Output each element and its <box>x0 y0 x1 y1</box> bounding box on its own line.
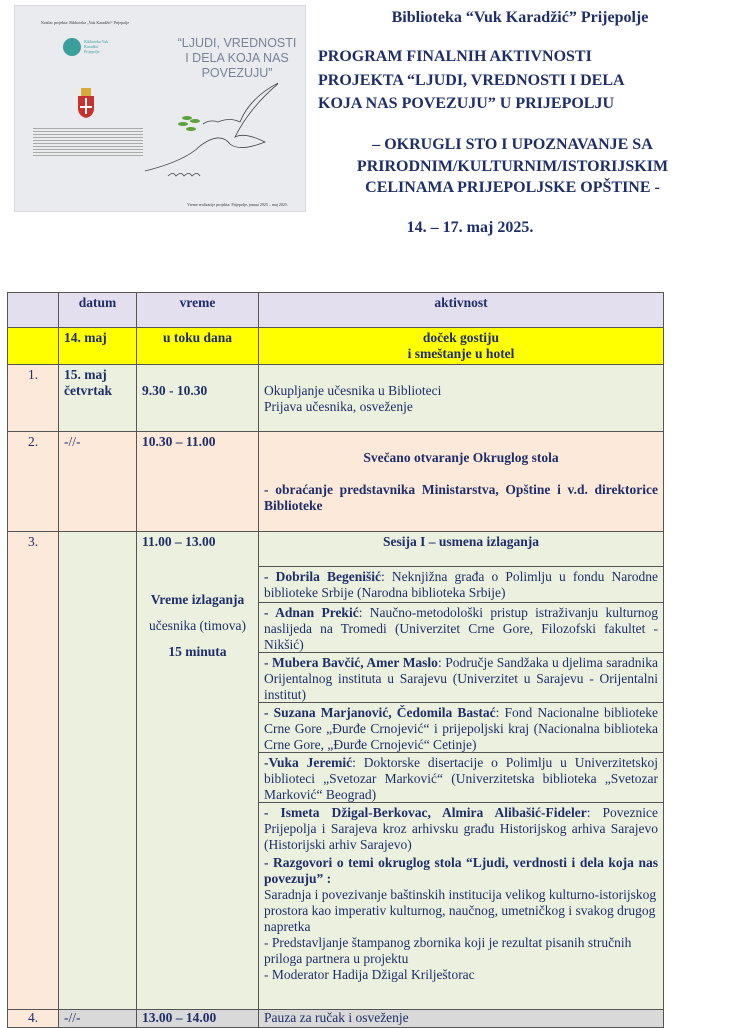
talk-speaker: - Ismeta Džigal-Berkovac, Almira Alibašić-Fideler <box>264 805 587 820</box>
program-table <box>7 292 664 1028</box>
library-logo-icon <box>63 38 81 56</box>
cell-number: 2. <box>8 432 59 532</box>
logo-text: Biblioteka Vuk Karadžić Prijepolje <box>84 39 109 54</box>
cell-datum <box>59 532 137 1010</box>
cover-footer: Vreme realizacije projekta: Prijepolje, januar 2025 – maj 2025. <box>187 202 288 207</box>
col-datum: datum <box>59 293 137 328</box>
activity-line: i smeštanje u hotel <box>407 346 515 361</box>
dove-icon <box>143 81 278 181</box>
cell-aktivnost <box>259 328 664 365</box>
talk-speaker: - Adnan Prekić <box>264 605 359 620</box>
page-subtitle <box>320 134 705 199</box>
cover-sponsor-line: Nosilac projekta: Biblioteka „Vuk Karadžić“ Prijepolje <box>40 20 130 25</box>
cell-vreme: 13.00 – 14.00 <box>137 1010 259 1028</box>
cell-number: 4. <box>8 1010 59 1028</box>
talk-item <box>259 653 663 703</box>
discussion-line: - Moderator Hadija Džigal Krilještorac <box>264 967 475 982</box>
activity-line: Okupljanje učesnika u Biblioteci <box>264 383 442 398</box>
cell-datum <box>59 365 137 432</box>
table-row <box>8 1010 664 1028</box>
discussion-title: - Razgovori o temi okruglog stola “Ljudi, verdnosti i dela koja nas povezuju” : <box>264 855 658 886</box>
discussion-line: Saradnja i povezivanje baštinskih institucija velikog kulturno-istorijskog prostora kao imperativ kulturnog, naučnog, umetničkog i svakog drugog napretka <box>264 887 657 934</box>
discussion-line: - Predstavljanje štampanog zbornika koji je rezultat pisanih stručnih priloga partnera u projektu <box>264 935 632 966</box>
library-name: Biblioteka “Vuk Karadžić” Prijepolje <box>391 9 649 26</box>
talk-title: : Područje Sandžaka u djelima saradnika Orijentalnog instituta u Sarajevu (Univerzitet u Sarajevu - Orijentalni institut) <box>264 655 658 702</box>
presentation-note: Vreme izlaganja <box>150 592 245 607</box>
cell-datum: -//- <box>59 432 137 532</box>
col-vreme: vreme <box>137 293 259 328</box>
date-line: četvrtak <box>64 383 112 398</box>
activity-line: doček gostiju <box>422 330 500 345</box>
talk-title: : Poveznice Prijepolja i Sarajeva kroz arhivsku građu Historijskog arhiva Sarajevo (Historijski arhiv Sarajevo) <box>264 805 658 852</box>
talk-item <box>259 703 663 753</box>
table-row <box>8 432 664 532</box>
cell-vreme: 10.30 – 11.00 <box>137 432 259 532</box>
event-dates: 14. – 17. maj 2025. <box>406 219 534 236</box>
subtitle-line: CELINAMA PRIJEPOLJSKE OPŠTINE - <box>365 179 660 196</box>
activity-text: - obraćanje predstavnika Ministarstva, Opštine i v.d. direktorice Biblioteke <box>264 482 658 513</box>
page-title <box>318 45 625 116</box>
cell-number: 3. <box>8 532 59 1010</box>
talk-speaker: -Vuka Jeremić <box>264 755 353 770</box>
cell-vreme: 9.30 - 10.30 <box>137 365 259 432</box>
talk-title: : Fond Nacionalne biblioteke Crne Gore „Đurđe Crnojević“ i prijepoljski kraj (Nacionalna biblioteka Crne Gore, „Đurđe Crnojević“ Cetinje) <box>264 705 658 752</box>
title-line: PROGRAM FINALNIH AKTIVNOSTI <box>318 48 592 65</box>
cell-number <box>8 328 59 365</box>
col-number <box>8 293 59 328</box>
date-line: 15. maj <box>64 367 107 382</box>
title-line: KOJA NAS POVEZUJU” U PRIJEPOLJU <box>318 95 615 112</box>
talk-item <box>259 603 663 653</box>
discussion <box>259 853 663 1009</box>
cell-vreme: u toku dana <box>137 328 259 365</box>
talk-title: : Naučno-metodološki pristup istraživanju kulturnog naslijeda na Tromedi (Univerzitet Crne Gore, Filozofski fakultet - Nikšić) <box>264 605 658 652</box>
project-cover-image <box>14 5 306 212</box>
col-aktivnost: aktivnost <box>259 293 664 328</box>
cell-aktivnost: Pauza za ručak i osveženje <box>259 1010 664 1028</box>
talk-title: : Doktorske disertacije o Polimlju u Univerzitetskoj biblioteci „Svetozar Marković“ (Univerzitetska biblioteka „Svetozar Marković“ Beograd) <box>264 755 658 802</box>
talk-speaker: - Suzana Marjanović, Čedomila Bastać <box>264 705 496 720</box>
subtitle-line: PRIRODNIM/KULTURNIM/ISTORIJSKIM <box>356 157 669 175</box>
talk-title: : Neknjižna građa o Polimlju u fondu Narodne biblioteke Srbije (Narodna biblioteka Srbije) <box>264 569 658 600</box>
cell-aktivnost <box>259 532 664 1010</box>
session-title: Sesija I – usmena izlaganja <box>259 532 663 567</box>
talk-item <box>259 567 663 603</box>
title-line: PROJEKTA “LJUDI, VREDNOSTI I DELA <box>318 71 625 89</box>
cell-aktivnost <box>259 432 664 532</box>
talk-item <box>259 803 663 853</box>
table-row <box>8 365 664 432</box>
table-row <box>8 532 664 1010</box>
talk-speaker: - Dobrila Begenišić <box>264 569 381 584</box>
cell-datum: 14. maj <box>59 328 137 365</box>
talk-speaker: - Mubera Bavčić, Amer Maslo <box>264 655 438 670</box>
table-row <box>8 328 664 365</box>
presentation-duration: 15 minuta <box>168 644 227 659</box>
cell-vreme <box>137 532 259 1010</box>
cover-small-text <box>33 128 143 156</box>
cover-quote: “LJUDI, VREDNOSTI I DELA KOJA NAS POVEZUJU” <box>177 36 297 80</box>
table-header-row <box>8 293 664 328</box>
cell-number: 1. <box>8 365 59 432</box>
time-range: 11.00 – 13.00 <box>142 534 216 549</box>
activity-line: Prijava učesnika, osveženje <box>264 399 413 414</box>
coat-of-arms-icon <box>77 88 95 118</box>
activity-title: Svečano otvaranje Okruglog stola <box>363 450 559 465</box>
subtitle-line: – OKRUGLI STO I UPOZNAVANJE SA <box>372 136 653 153</box>
cell-datum: -//- <box>59 1010 137 1028</box>
talk-item <box>259 753 663 803</box>
cell-aktivnost <box>259 365 664 432</box>
presentation-note: učesnika (timova) <box>148 618 247 633</box>
